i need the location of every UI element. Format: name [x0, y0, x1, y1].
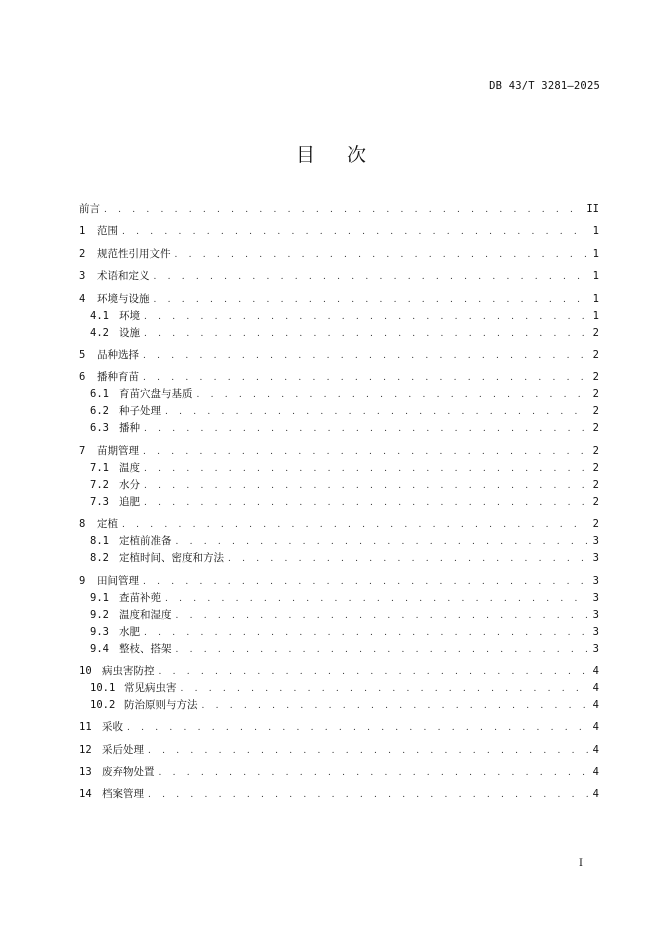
toc-entry[interactable]	[79, 697, 599, 714]
toc-entry-page: 1	[592, 225, 599, 238]
toc-entry-page: 1	[592, 247, 599, 260]
toc-dot-leader	[122, 224, 588, 241]
toc-entry-number: 7.3	[90, 495, 109, 508]
toc-entry[interactable]	[79, 325, 599, 342]
toc-dot-leader	[143, 574, 588, 591]
toc-entry[interactable]	[79, 764, 599, 781]
toc-entry[interactable]	[79, 533, 599, 550]
toc-entry-label: 温度和湿度	[119, 608, 172, 621]
toc-dot-leader	[122, 517, 588, 534]
toc-entry-page: 2	[592, 478, 599, 491]
toc-entry[interactable]	[79, 786, 599, 803]
toc-entry-page: 3	[592, 642, 599, 655]
toc-entry-page: 3	[592, 625, 599, 638]
toc-entry[interactable]	[79, 494, 599, 511]
toc-entry-number: 6.1	[90, 388, 109, 401]
toc-entry-label: 防治原则与方法	[124, 698, 198, 711]
toc-entry[interactable]	[79, 719, 599, 736]
toc-entry-page: 3	[592, 535, 599, 548]
toc-entry-number: 4.2	[90, 326, 109, 339]
toc-entry-number: 5	[79, 348, 86, 361]
toc-entry-label: 术语和定义	[97, 270, 150, 283]
toc-title-char-1: 目	[295, 144, 315, 166]
table-of-contents	[79, 201, 599, 803]
toc-entry-page: 2	[592, 326, 599, 339]
toc-entry-page: 2	[592, 461, 599, 474]
toc-entry-label: 前言	[79, 203, 100, 215]
toc-entry-page: 3	[592, 574, 599, 587]
toc-entry[interactable]	[79, 550, 599, 567]
toc-entry[interactable]	[79, 347, 599, 364]
toc-entry-page: 4	[592, 766, 599, 779]
toc-entry[interactable]	[79, 443, 599, 460]
toc-entry[interactable]	[79, 516, 599, 533]
toc-dot-leader	[144, 495, 588, 512]
toc-entry-page: 3	[592, 552, 599, 565]
toc-entry[interactable]	[79, 201, 599, 218]
toc-entry-page: 2	[592, 444, 599, 457]
toc-entry-page: 2	[592, 348, 599, 361]
toc-dot-leader	[176, 642, 589, 659]
toc-entry-number: 6.3	[90, 422, 109, 435]
toc-dot-leader	[148, 787, 588, 804]
toc-entry-label: 播种育苗	[97, 371, 139, 384]
toc-entry[interactable]	[79, 420, 599, 437]
toc-entry[interactable]	[79, 663, 599, 680]
toc-entry-number: 11	[79, 721, 92, 734]
toc-entry[interactable]	[79, 590, 599, 607]
toc-entry[interactable]	[79, 403, 599, 420]
toc-dot-leader	[144, 625, 588, 642]
toc-dot-leader	[159, 765, 589, 782]
toc-entry-page: 4	[592, 681, 599, 694]
document-code: DB 43/T 3281—2025	[489, 80, 600, 92]
toc-entry-number: 2	[79, 247, 86, 260]
toc-dot-leader	[104, 202, 583, 219]
toc-entry-label: 整枝、搭架	[119, 642, 172, 655]
toc-entry-number: 7	[79, 444, 86, 457]
toc-entry-page: 2	[592, 388, 599, 401]
toc-dot-leader	[175, 247, 589, 264]
toc-entry-label: 范围	[97, 225, 118, 238]
toc-entry[interactable]	[79, 308, 599, 325]
toc-entry[interactable]	[79, 624, 599, 641]
toc-entry[interactable]	[79, 223, 599, 240]
toc-entry-label: 温度	[119, 461, 140, 474]
toc-entry-label: 常见病虫害	[124, 681, 177, 694]
toc-entry-label: 采后处理	[102, 743, 144, 756]
toc-entry-label: 追肥	[119, 495, 140, 508]
toc-entry-page: II	[586, 203, 599, 215]
toc-entry-page: 3	[592, 591, 599, 604]
toc-entry[interactable]	[79, 246, 599, 263]
toc-entry-page: 4	[592, 664, 599, 677]
toc-entry-number: 9.3	[90, 625, 109, 638]
toc-entry-number: 1	[79, 225, 86, 238]
toc-entry[interactable]	[79, 477, 599, 494]
toc-entry-number: 8	[79, 518, 86, 531]
toc-entry-number: 10.2	[90, 698, 116, 711]
toc-entry[interactable]	[79, 607, 599, 624]
page-number: I	[579, 858, 583, 869]
toc-entry-label: 播种	[119, 422, 140, 435]
toc-dot-leader	[165, 591, 588, 608]
toc-entry-page: 2	[592, 405, 599, 418]
toc-entry-label: 规范性引用文件	[97, 247, 171, 260]
toc-entry-label: 苗期管理	[97, 444, 139, 457]
toc-entry-page: 1	[592, 270, 599, 283]
toc-dot-leader	[144, 421, 588, 438]
toc-entry-number: 4	[79, 292, 86, 305]
toc-entry-number: 4.1	[90, 309, 109, 322]
toc-entry-number: 9.4	[90, 642, 109, 655]
toc-dot-leader	[127, 720, 588, 737]
toc-entry[interactable]	[79, 641, 599, 658]
toc-dot-leader	[159, 664, 589, 681]
toc-entry-number: 12	[79, 743, 92, 756]
toc-entry-page: 4	[592, 788, 599, 801]
toc-entry-label: 环境	[119, 309, 140, 322]
toc-entry-page: 4	[592, 721, 599, 734]
toc-dot-leader	[165, 404, 588, 421]
toc-entry-page: 2	[592, 422, 599, 435]
toc-entry-label: 定植时间、密度和方法	[119, 552, 224, 565]
toc-entry-number: 13	[79, 766, 92, 779]
toc-entry[interactable]	[79, 460, 599, 477]
toc-dot-leader	[144, 326, 588, 343]
toc-entry-number: 7.1	[90, 461, 109, 474]
toc-entry[interactable]	[79, 680, 599, 697]
toc-entry-label: 定植	[97, 518, 118, 531]
toc-entry-number: 8.1	[90, 535, 109, 548]
toc-entry-number: 10.1	[90, 681, 116, 694]
toc-entry-label: 品种选择	[97, 348, 139, 361]
toc-entry-label: 田间管理	[97, 574, 139, 587]
toc-dot-leader	[143, 370, 588, 387]
toc-entry-page: 1	[592, 292, 599, 305]
toc-entry-number: 3	[79, 270, 86, 283]
toc-dot-leader	[197, 387, 589, 404]
toc-entry-number: 8.2	[90, 552, 109, 565]
toc-entry-label: 水肥	[119, 625, 140, 638]
toc-entry[interactable]	[79, 291, 599, 308]
toc-dot-leader	[143, 348, 588, 365]
toc-dot-leader	[144, 478, 588, 495]
toc-title-char-2: 次	[347, 144, 367, 166]
toc-dot-leader	[154, 269, 589, 286]
toc-dot-leader	[176, 608, 589, 625]
toc-entry-number: 7.2	[90, 478, 109, 491]
toc-entry[interactable]	[79, 742, 599, 759]
toc-entry-number: 14	[79, 788, 92, 801]
toc-dot-leader	[176, 534, 589, 551]
toc-entry-number: 9	[79, 574, 86, 587]
toc-entry-page: 2	[592, 495, 599, 508]
toc-entry-number: 9.2	[90, 608, 109, 621]
toc-dot-leader	[154, 292, 589, 309]
toc-entry[interactable]	[79, 386, 599, 403]
toc-entry-label: 育苗穴盘与基质	[119, 388, 193, 401]
toc-entry-number: 6.2	[90, 405, 109, 418]
toc-dot-leader	[181, 681, 589, 698]
toc-entry-page: 2	[592, 371, 599, 384]
toc-entry-page: 4	[592, 698, 599, 711]
toc-entry-label: 水分	[119, 478, 140, 491]
toc-entry-label: 定植前准备	[119, 535, 172, 548]
toc-entry-label: 病虫害防控	[102, 664, 155, 677]
toc-dot-leader	[148, 743, 588, 760]
toc-entry[interactable]	[79, 573, 599, 590]
toc-entry-number: 9.1	[90, 591, 109, 604]
toc-entry-label: 废弃物处置	[102, 766, 155, 779]
toc-entry-page: 1	[592, 309, 599, 322]
toc-entry-number: 6	[79, 371, 86, 384]
toc-entry-number: 10	[79, 664, 92, 677]
toc-dot-leader	[144, 461, 588, 478]
toc-dot-leader	[202, 698, 589, 715]
toc-title	[0, 140, 662, 167]
toc-entry[interactable]	[79, 268, 599, 285]
toc-dot-leader	[144, 309, 588, 326]
toc-entry-label: 设施	[119, 326, 140, 339]
toc-entry-page: 4	[592, 743, 599, 756]
toc-entry-label: 种子处理	[119, 405, 161, 418]
toc-entry-label: 查苗补蔸	[119, 591, 161, 604]
toc-entry-page: 2	[592, 518, 599, 531]
toc-dot-leader	[143, 444, 588, 461]
toc-entry[interactable]	[79, 369, 599, 386]
toc-entry-label: 环境与设施	[97, 292, 150, 305]
toc-entry-label: 档案管理	[102, 788, 144, 801]
toc-dot-leader	[228, 551, 588, 568]
toc-entry-label: 采收	[102, 721, 123, 734]
toc-entry-page: 3	[592, 608, 599, 621]
